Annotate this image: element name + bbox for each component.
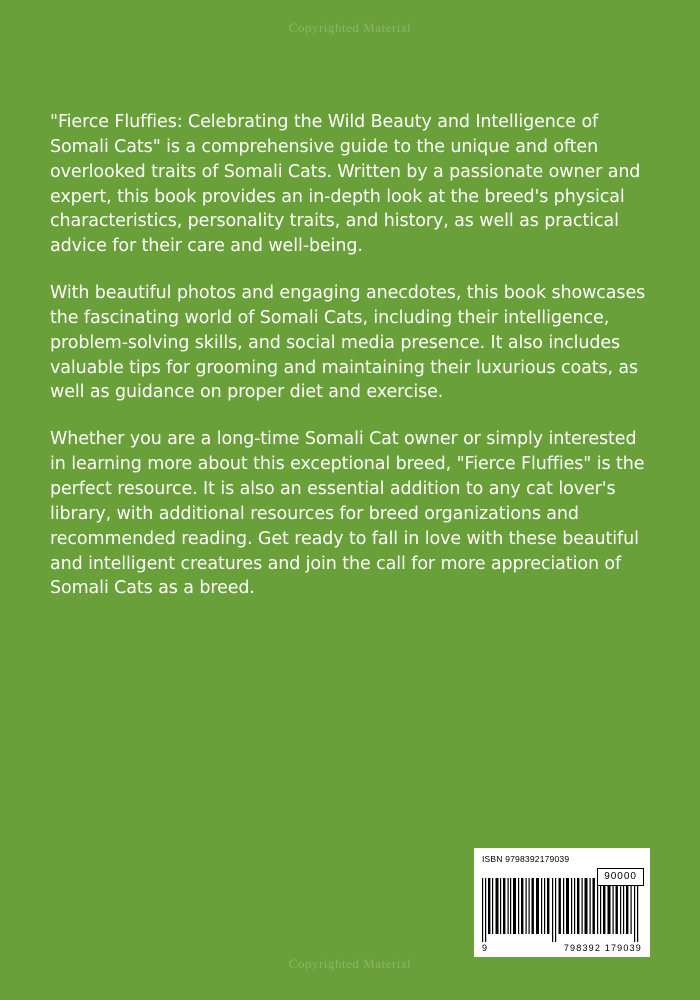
book-description [50,110,650,601]
barcode-digit-left: 9 [482,943,489,953]
copyright-watermark-top: Copyrighted Material [288,20,412,35]
blurb-paragraph-1: "Fierce Fluffies: Celebrating the Wild Beauty and Intelligence of Somali Cats" is a comprehensive guide to the unique and often overlooked traits of Somali Cats. Written by a passionate owner and expert, this book provides an in-depth look at the breed's physical characteristics, personality traits, and history, as well as practical advice for their care and well-being. [50,112,641,257]
barcode-image [480,878,644,942]
blurb-paragraph-3: Whether you are a long-time Somali Cat owner or simply interested in learning more about this exceptional breed, "Fierce Fluffies" is the perfect resource. It is also an essential addition to any cat lover's library, with additional resources for breed organizations and recommended reading. Get ready to fall in love with these beautiful and intelligent creatures and join the call for more appreciation of Somali Cats as a breed. [50,429,645,599]
price-code: 90000 [597,868,644,886]
barcode-digits [480,942,644,953]
blurb-paragraph-2: With beautiful photos and engaging anecdotes, this book showcases the fascinating world of Somali Cats, including their intelligence, problem-solving skills, and social media presence. It also includes valuable tips for grooming and maintaining their luxurious coats, as well as guidance on proper diet and exercise. [50,283,646,403]
barcode-digits-main: 798392 179039 [563,943,642,953]
isbn-barcode-block [474,848,650,957]
isbn-label: ISBN 9798392179039 [482,854,570,864]
copyright-watermark-bottom: Copyrighted Material [288,956,412,971]
